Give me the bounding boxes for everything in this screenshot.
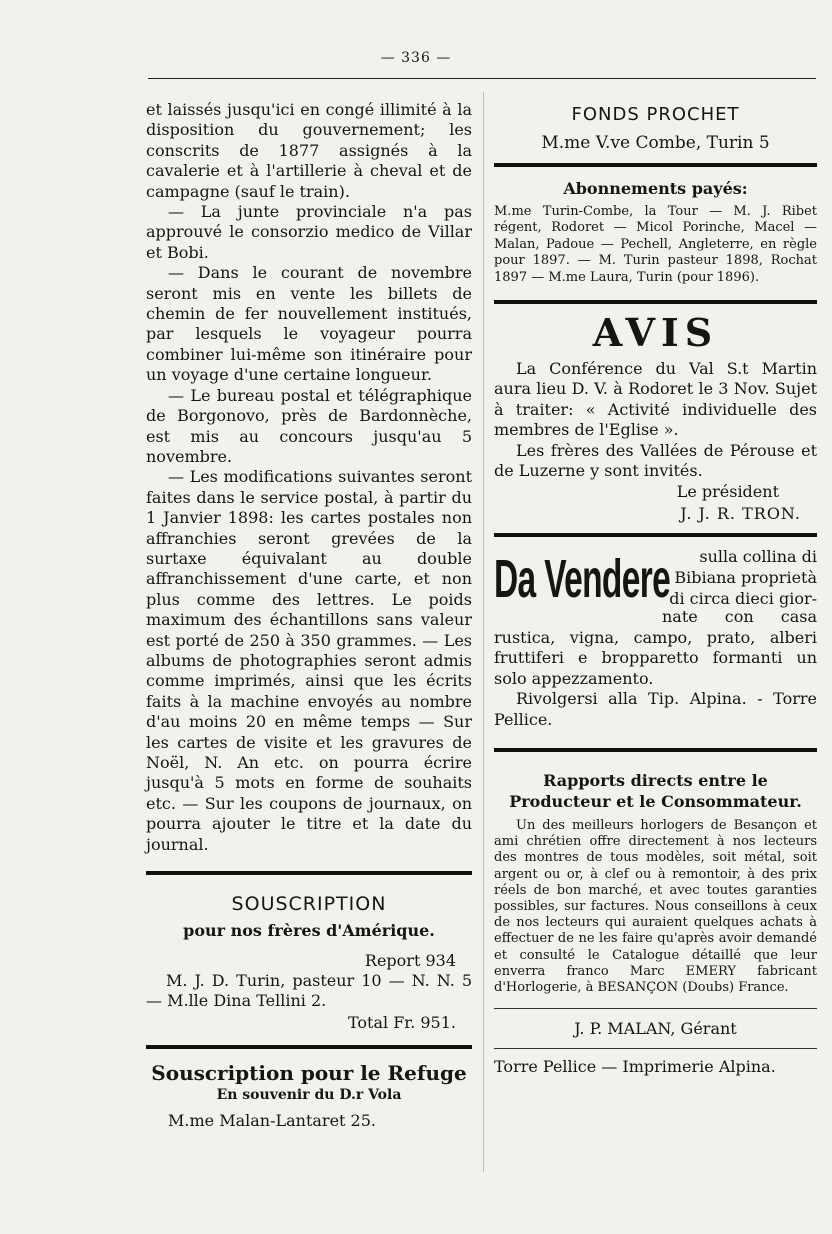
souscription-section	[146, 893, 472, 1033]
avis-signature-title: Le président	[676, 482, 779, 502]
gerant-line: J. P. MALAN, Gérant	[574, 1019, 737, 1039]
news-paragraph-4: — Le bureau postal et télégraphique de Borgonovo, près de Bardonnèche, est mis au concours jusqu'au 5 novembre.	[146, 385, 472, 466]
news-paragraph-1: et laissés jusqu'ici en congé illimité à la disposition du gouvernement; les conscrits de 1877 assignés à la cavalerie et à l'artillerie à cheval et de campagne (sauf le train).	[146, 100, 472, 201]
avis-signature-name: J. J. R. TRON.	[680, 504, 801, 524]
refuge-title: Souscription pour le Refuge	[151, 1060, 467, 1085]
abonnements-text: M.me Turin-Combe, la Tour — M. J. Ribet régent, Rodoret — Micol Porinche, Macel — Malan, Padoue — Pechell, Angleterre, en règle pour 1897. — M. Turin pasteur 1898, Rochat 1897 — M.me Laura, Turin (pour 1896).	[494, 204, 817, 285]
right-column	[494, 100, 817, 1076]
news-paragraph-5: — Les modifications suivantes seront faites dans le service postal, à partir du 1 Janvier 1898: les cartes postales non affranchies seront grevées de la surtaxe équivalant au double affranchissement d'une carte, et non plus comme des lettres. Le poids maximum des échantillons sans valeur est porté de 250 à 350 grammes. — Les albums de photographies seront admis comme imprimés, ainsi que les écrits faits à la machine envoyés au nombre d'au moins 20 en même temps — Sur les cartes de visite et les gravures de Noël, N. An etc. on pourra écrire jusqu'à 5 mots en forme de souhaits etc. — Sur les coupons de journaux, on pourra ajouter le titre et la date du journal.	[146, 467, 472, 854]
vendere-side-line-3: di circa dieci gior-	[669, 588, 817, 608]
souscription-entries: M. J. D. Turin, pasteur 10 — N. N. 5 — M.lle Dina Tellini 2.	[146, 971, 472, 1011]
header-rule	[148, 78, 816, 79]
news-paragraph-2: — La junte provinciale n'a pas approuvé le consorzio medico de Villar et Bobi.	[146, 202, 472, 262]
section-rule	[146, 871, 472, 875]
section-rule	[494, 163, 817, 167]
refuge-section	[146, 1061, 472, 1130]
news-paragraph-3: — Dans le courant de novembre seront mis en vente les billets de chemin de fer nouvellement institués, par lesquels le voyageur pourra combiner lui-même son itinéraire pour un voyage d'une certaine longueur.	[146, 263, 472, 385]
vendere-contact: Rivolgersi alla Tip. Alpina. - Torre Pellice.	[494, 689, 817, 729]
rapports-title: Rapports directs entre le Producteur et le Consommateur.	[509, 770, 802, 811]
souscription-title: SOUSCRIPTION	[231, 893, 387, 916]
fonds-title: FONDS PROCHET	[571, 104, 740, 125]
refuge-entry: M.me Malan-Lantaret 25.	[168, 1110, 376, 1130]
vendere-side-line-1: sulla collina di	[699, 547, 817, 567]
avis-section	[494, 310, 817, 525]
section-rule	[494, 533, 817, 537]
imprimerie-line: Torre Pellice — Imprimerie Alpina.	[494, 1057, 776, 1077]
rapports-text: Un des meilleurs horlogers de Besançon et ami chrétien offre directement à nos lecteurs des montres de tous modèles, soit métal, soit argent ou or, à clef ou à remontoir, à des prix réels de bon marché, et avec toutes garanties possibles, sur factures. Nous conseillons à ceux de nos lecteurs qui auraient quelques achats à effectuer de ne les faire qu'après avoir demandé et consulté le Catalogue détaillé que leur enverra franco Marc EMERY fabricant d'Horlogerie, à BESANÇON (Doubs) France.	[494, 817, 817, 995]
fonds-section	[494, 104, 817, 153]
vendere-side-line-2: Bibiana proprietà	[674, 568, 817, 588]
fonds-entry: M.me V.ve Combe, Turin 5	[541, 133, 770, 153]
souscription-report: Report 934	[364, 951, 456, 971]
section-rule	[494, 748, 817, 752]
rapports-section	[494, 770, 817, 996]
vendere-headline: Da Vendere	[494, 549, 671, 610]
section-rule	[494, 1048, 817, 1049]
vendere-section	[494, 547, 817, 729]
avis-paragraph-2: Les frères des Vallées de Pérouse et de Luzerne y sont invités.	[494, 440, 817, 481]
page-number: — 336 —	[380, 50, 452, 66]
abonnements-section	[494, 179, 817, 286]
souscription-total: Total Fr. 951.	[347, 1012, 456, 1032]
vendere-body: nate con casa rustica, vigna, campo, prato, alberi fruttiferi e bropparetto formanti un solo appezzamento.	[494, 607, 817, 688]
section-rule	[494, 300, 817, 304]
column-separator	[483, 92, 484, 1172]
section-rule	[146, 1045, 472, 1049]
refuge-subtitle: En souvenir du D.r Vola	[216, 1086, 402, 1103]
section-rule	[494, 1008, 817, 1009]
avis-paragraph-1: La Conférence du Val S.t Martin aura lieu D. V. à Rodoret le 3 Nov. Sujet à traiter: « Activité individuelle des membres de l'Eglise ».	[494, 359, 817, 440]
abonnements-title: Abonnements payés:	[563, 179, 748, 198]
avis-title: AVIS	[592, 310, 719, 356]
souscription-subtitle: pour nos frères d'Amérique.	[183, 921, 435, 941]
left-column	[146, 100, 472, 1130]
